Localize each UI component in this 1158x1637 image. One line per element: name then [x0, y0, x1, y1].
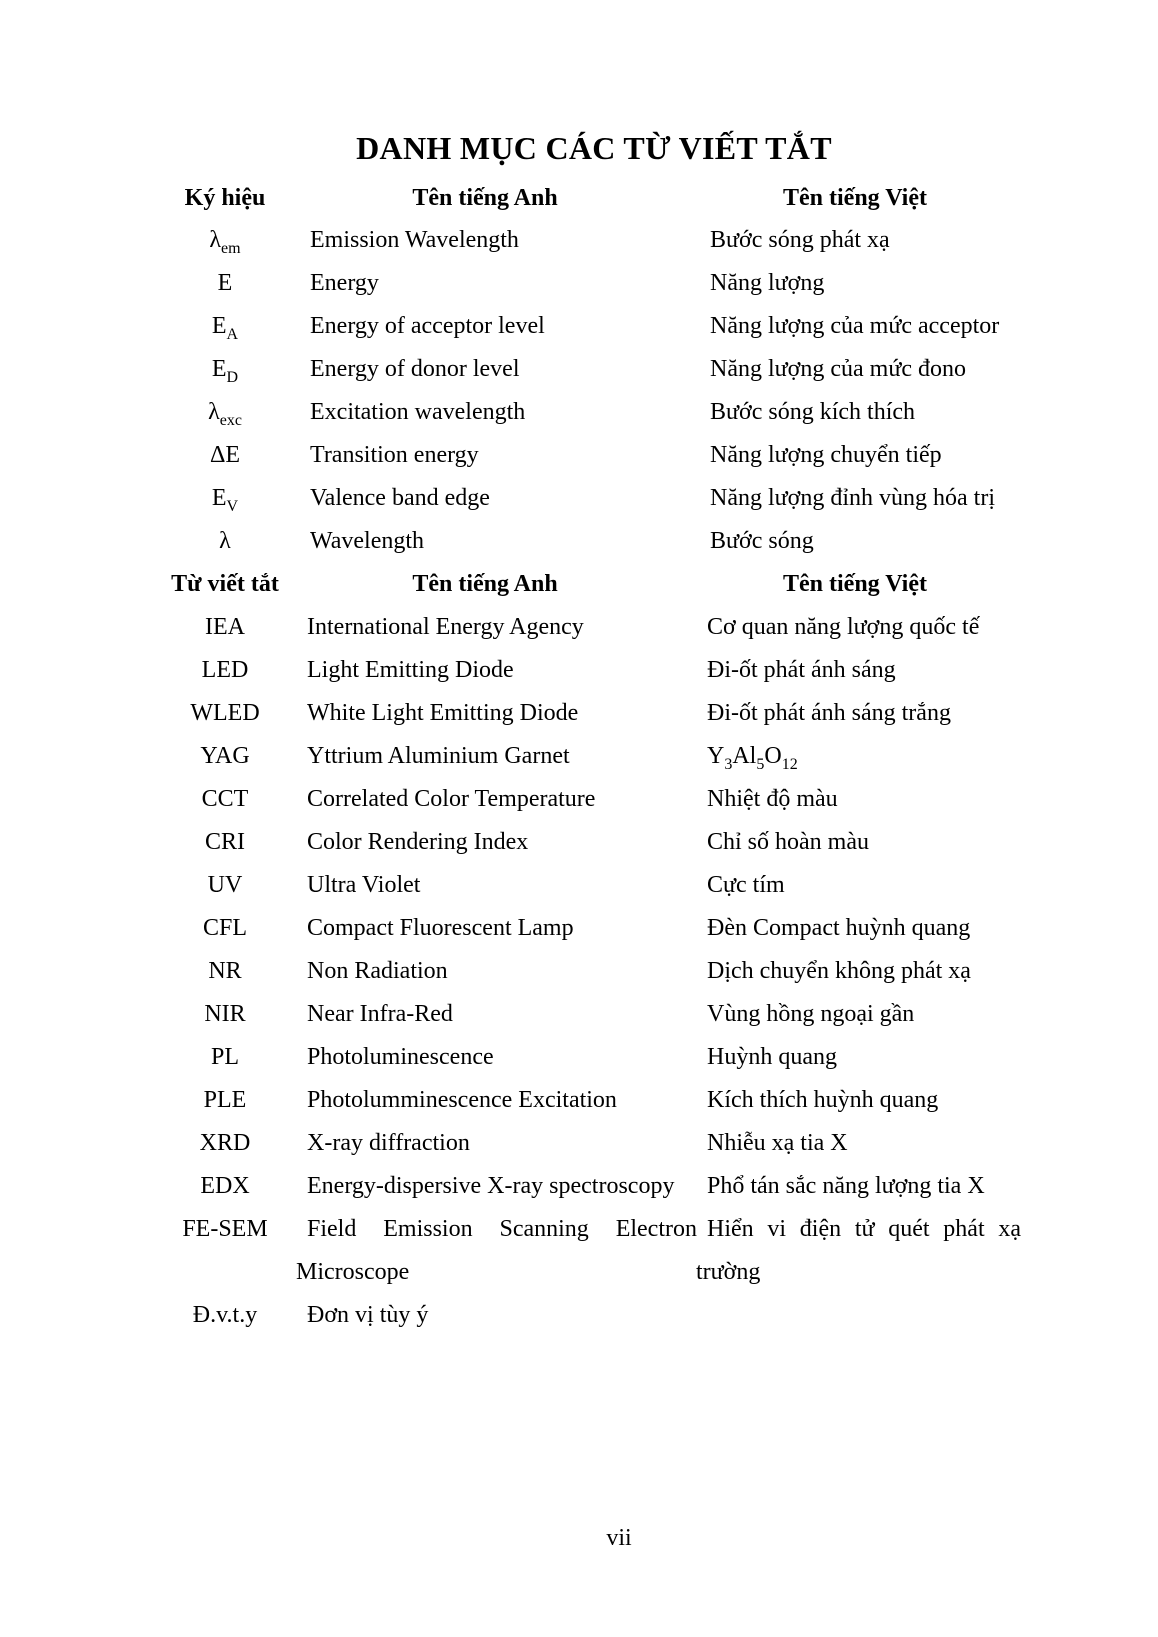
abbr-vietnamese: Nhiễu xạ tia X: [707, 1130, 848, 1156]
abbr-english: Energy-dispersive X-ray spectroscopy: [307, 1173, 675, 1199]
symbol-base: E: [211, 356, 227, 382]
abbr-cell: XRD: [199, 1130, 251, 1156]
abbr-vietnamese: Đi-ốt phát ánh sáng: [707, 657, 896, 683]
abbr-vietnamese: Cực tím: [707, 872, 785, 898]
abbr-english: Color Rendering Index: [307, 829, 529, 855]
symbols-header-vietnamese: Tên tiếng Việt: [783, 185, 927, 211]
symbol-english: Emission Wavelength: [310, 227, 519, 253]
abbr-row: [0, 657, 1158, 697]
abbr-row: [0, 1302, 1158, 1342]
abbr-vietnamese: Dịch chuyển không phát xạ: [707, 958, 971, 984]
abbr-header-english: Tên tiếng Anh: [412, 571, 558, 597]
abbr-vietnamese: Phổ tán sắc năng lượng tia X: [707, 1173, 985, 1199]
symbols-header-row: [0, 185, 1158, 225]
symbol-english: Energy: [310, 270, 379, 296]
symbol-subscript: em: [221, 240, 241, 257]
abbr-vietnamese: Vùng hồng ngoại gần: [707, 1001, 915, 1027]
formula-subscript: 5: [756, 756, 765, 773]
abbr-row: [0, 743, 1158, 783]
abbr-header-abbr: Từ viết tắt: [171, 571, 279, 597]
symbol-subscript: V: [226, 498, 239, 515]
abbr-cell: UV: [207, 872, 243, 898]
abbr-english: Light Emitting Diode: [307, 657, 514, 683]
symbols-header-english: Tên tiếng Anh: [412, 185, 558, 211]
symbol-cell: [160, 442, 290, 469]
abbr-cell: FE-SEM: [182, 1216, 268, 1242]
abbr-english: Near Infra-Red: [307, 1001, 453, 1027]
symbol-base: λ: [209, 227, 222, 253]
abbr-english: X-ray diffraction: [307, 1130, 470, 1156]
abbr-vietnamese-continuation: trường: [696, 1259, 761, 1285]
abbr-english: Đơn vị tùy ý: [307, 1302, 429, 1328]
symbol-row: [0, 485, 1158, 525]
abbr-english: White Light Emitting Diode: [307, 700, 579, 726]
abbr-row: [0, 1173, 1158, 1213]
symbol-cell: [160, 227, 290, 257]
symbol-row: [0, 270, 1158, 310]
symbol-subscript: exc: [219, 412, 242, 429]
abbr-row: [0, 958, 1158, 998]
symbol-vietnamese: Năng lượng của mức đono: [710, 356, 966, 382]
symbols-header-symbol: Ký hiệu: [184, 185, 266, 211]
abbr-english: Photoluminescence: [307, 1044, 494, 1070]
abbr-row: [0, 1216, 1158, 1256]
symbol-vietnamese: Bước sóng phát xạ: [710, 227, 890, 253]
abbr-row: [0, 872, 1158, 912]
page-number: vii: [606, 1525, 632, 1551]
formula-subscript: 3: [724, 756, 733, 773]
abbr-english: Photolumminescence Excitation: [307, 1087, 617, 1113]
symbol-subscript: A: [226, 326, 239, 343]
abbr-english: Compact Fluorescent Lamp: [307, 915, 574, 941]
symbol-row: [0, 356, 1158, 396]
symbol-cell: [160, 485, 290, 515]
symbol-cell: [160, 399, 290, 429]
symbol-base: λ: [219, 528, 231, 554]
symbol-row: [0, 528, 1158, 568]
symbol-row: [0, 313, 1158, 353]
abbr-cell: IEA: [205, 614, 245, 640]
symbol-vietnamese: Năng lượng chuyển tiếp: [710, 442, 942, 468]
symbol-row: [0, 442, 1158, 482]
abbr-row: [0, 1087, 1158, 1127]
abbr-cell: YAG: [200, 743, 250, 769]
symbol-base: λ: [208, 399, 220, 425]
abbr-english: International Energy Agency: [307, 614, 584, 640]
abbr-vietnamese: Chỉ số hoàn màu: [707, 829, 869, 855]
symbol-english: Valence band edge: [310, 485, 490, 511]
abbr-row: [0, 915, 1158, 955]
abbr-vietnamese: Kích thích huỳnh quang: [707, 1087, 939, 1113]
abbr-cell: NIR: [204, 1001, 246, 1027]
symbol-base: E: [211, 485, 227, 511]
abbr-english: Ultra Violet: [307, 872, 421, 898]
abbr-row: [0, 786, 1158, 826]
abbr-vietnamese: Đi-ốt phát ánh sáng trắng: [707, 700, 951, 726]
symbol-vietnamese: Năng lượng đỉnh vùng hóa trị: [710, 485, 995, 511]
abbr-row: [0, 1130, 1158, 1170]
abbr-vietnamese-formula: $Y_3Al_5O_{12}$: [707, 743, 798, 773]
abbr-cell: CCT: [201, 786, 249, 812]
symbol-vietnamese: Bước sóng: [710, 528, 814, 554]
abbr-cell: LED: [201, 657, 249, 683]
symbol-base: E: [211, 313, 227, 339]
symbol-cell: [160, 270, 290, 297]
symbol-vietnamese: Năng lượng của mức acceptor: [710, 313, 1000, 339]
symbol-row: [0, 227, 1158, 267]
page-title: DANH MỤC CÁC TỪ VIẾT TẮT: [356, 130, 832, 166]
symbol-english: Transition energy: [310, 442, 479, 468]
abbr-cell: WLED: [190, 700, 260, 726]
abbr-english-continuation: Microscope: [296, 1259, 410, 1285]
abbr-cell: CRI: [204, 829, 245, 855]
abbr-cell: CFL: [202, 915, 247, 941]
abbr-vietnamese: Cơ quan năng lượng quốc tế: [707, 614, 980, 640]
symbol-base: ΔE: [209, 442, 241, 468]
abbr-english: Non Radiation: [307, 958, 448, 984]
abbr-vietnamese: Huỳnh quang: [707, 1044, 837, 1070]
abbr-row: [0, 1001, 1158, 1041]
abbr-english: Yttrium Aluminium Garnet: [307, 743, 570, 769]
abbr-row: [0, 700, 1158, 740]
symbol-english: Excitation wavelength: [310, 399, 526, 425]
symbol-subscript: D: [226, 369, 239, 386]
symbol-cell: [160, 528, 290, 555]
abbr-vietnamese: Hiển vi điện tử quét phát xạ: [707, 1216, 1021, 1242]
abbr-vietnamese: Nhiệt độ màu: [707, 786, 838, 812]
abbr-row: [0, 1044, 1158, 1084]
abbr-english: Field Emission Scanning Electron: [307, 1216, 697, 1242]
abbr-cell: NR: [208, 958, 242, 984]
symbol-english: Wavelength: [310, 528, 425, 554]
symbol-vietnamese: Bước sóng kích thích: [710, 399, 916, 425]
symbol-cell: [160, 356, 290, 386]
symbol-english: Energy of donor level: [310, 356, 520, 382]
abbr-header-vietnamese: Tên tiếng Việt: [783, 571, 927, 597]
abbr-row: [0, 829, 1158, 869]
symbol-base: E: [217, 270, 233, 296]
formula-subscript: 12: [781, 756, 798, 773]
symbol-cell: [160, 313, 290, 343]
abbr-vietnamese: Đèn Compact huỳnh quang: [707, 915, 971, 941]
abbr-row: [0, 614, 1158, 654]
abbr-cell: PL: [210, 1044, 239, 1070]
abbr-header-row: [0, 571, 1158, 611]
symbol-row: [0, 399, 1158, 439]
symbol-vietnamese: Năng lượng: [710, 270, 825, 296]
abbr-cell: Đ.v.t.y: [192, 1302, 258, 1328]
abbr-cell: PLE: [203, 1087, 247, 1113]
abbr-cell: EDX: [200, 1173, 250, 1199]
symbol-english: Energy of acceptor level: [310, 313, 545, 339]
abbr-english: Correlated Color Temperature: [307, 786, 596, 812]
